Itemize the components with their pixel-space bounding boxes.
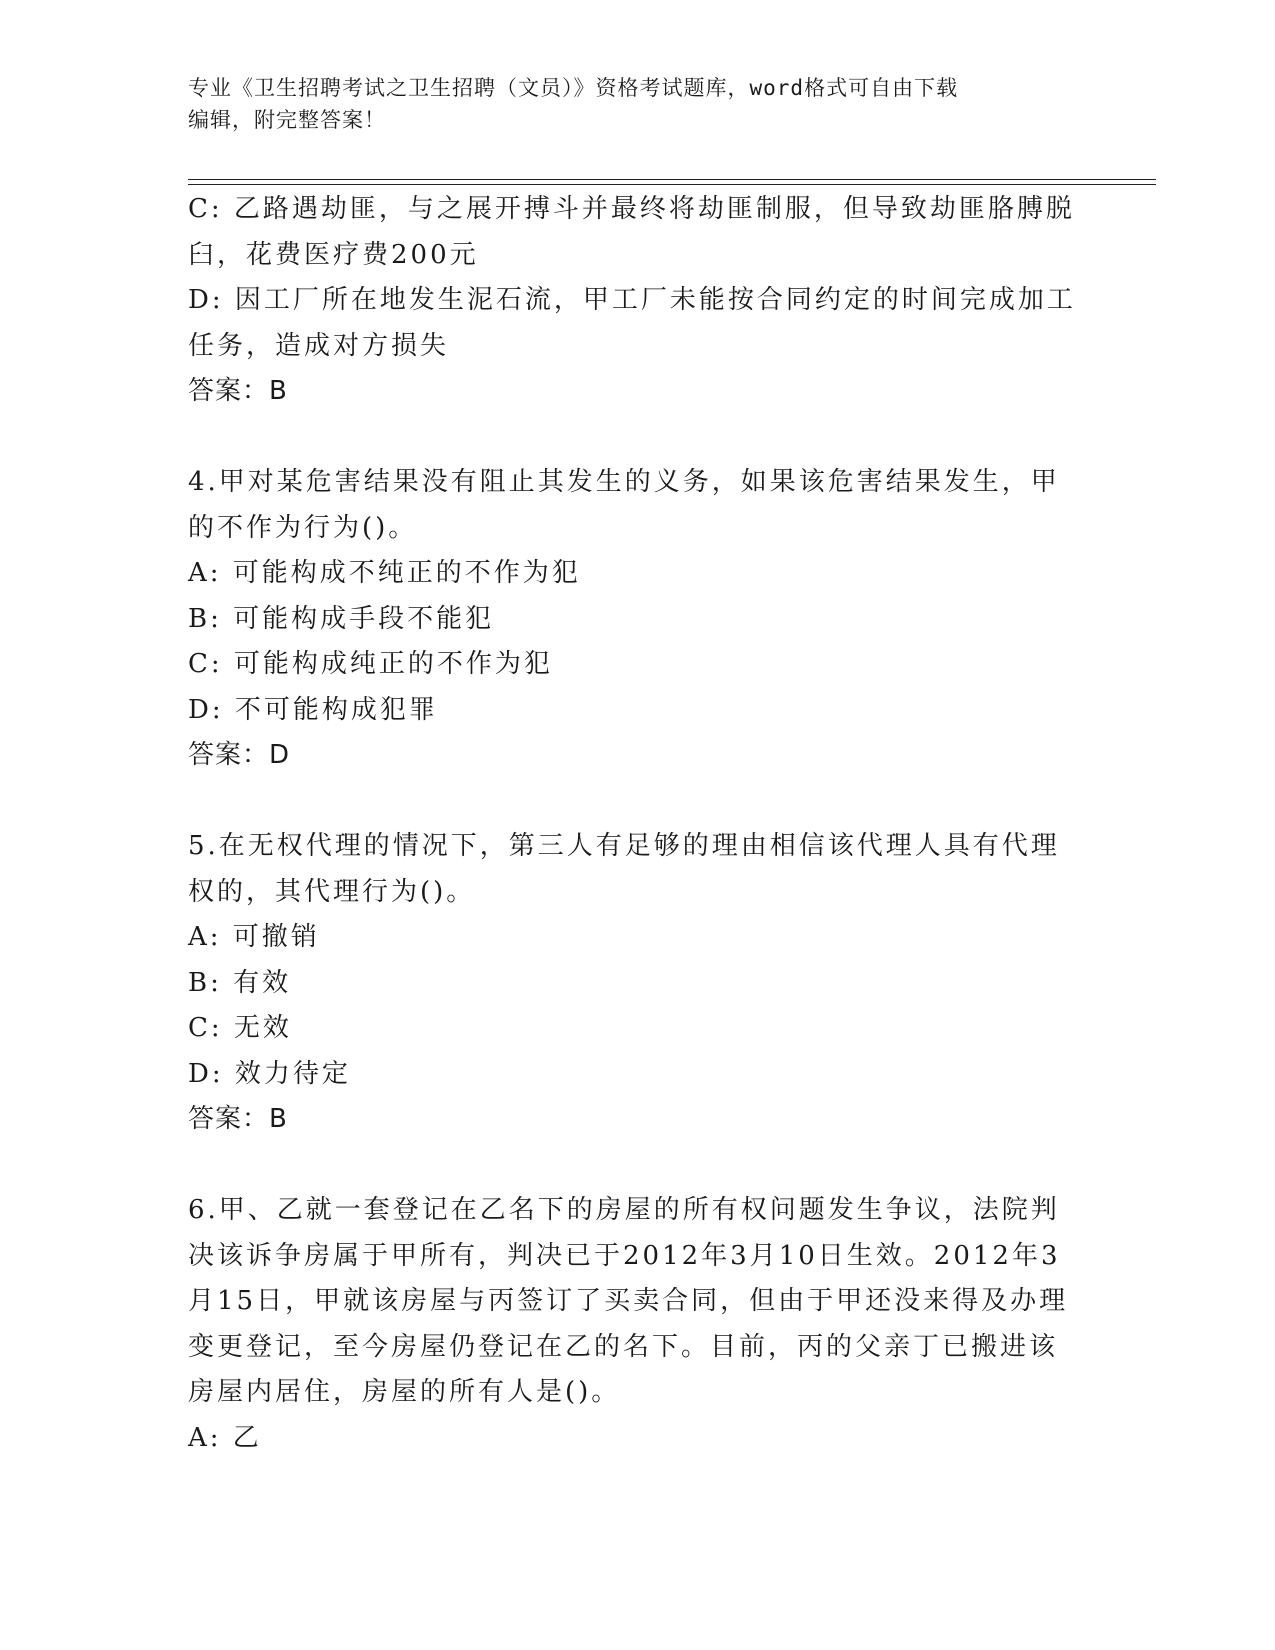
question-list <box>188 187 1088 1461</box>
question-stem-line-1: 5.在无权代理的情况下，第三人有足够的理由相信该代理人具有代理 <box>188 831 1060 861</box>
option-d: D: 不可能构成犯罪 <box>188 694 438 725</box>
spacer <box>188 415 1088 461</box>
header-rule-top <box>188 179 1156 180</box>
spacer <box>188 779 1088 825</box>
option-c-line-2: 臼，花费医疗费200元 <box>188 239 479 270</box>
question-block-6 <box>188 1188 1088 1461</box>
option-a: A: 可撤销 <box>188 922 320 952</box>
question-stem-line-5: 房屋内居住，房屋的所有人是()。 <box>188 1377 621 1407</box>
option-c-line-1: C: 乙路遇劫匪，与之展开搏斗并最终将劫匪制服，但导致劫匪胳膊脱 <box>188 194 1075 224</box>
option-b: B: 有效 <box>188 967 292 998</box>
option-a: A: 可能构成不纯正的不作为犯 <box>188 558 581 588</box>
question-block-5 <box>188 824 1088 1143</box>
option-c: C: 可能构成纯正的不作为犯 <box>188 649 553 679</box>
question-stem-line-1: 4.甲对某危害结果没有阻止其发生的义务，如果该危害结果发生，甲 <box>188 467 1060 497</box>
option-b: B: 可能构成手段不能犯 <box>188 603 495 634</box>
option-a: A: 乙 <box>188 1422 262 1453</box>
question-stem-line-3: 月15日，甲就该房屋与丙签订了买卖合同，但由于甲还没来得及办理 <box>188 1286 1069 1316</box>
question-stem-line-1: 6.甲、乙就一套登记在乙名下的房屋的所有权问题发生争议，法院判 <box>188 1195 1060 1225</box>
header-title-line-1: 专业《卫生招聘考试之卫生招聘（文员）》资格考试题库，word格式可自由下载 <box>188 76 959 100</box>
question-stem-line-4: 变更登记，至今房屋仍登记在乙的名下。目前，丙的父亲丁已搬进该 <box>188 1331 1059 1362</box>
question-block-3-continued <box>188 187 1088 415</box>
question-stem-line-2: 的不作为行为()。 <box>188 512 418 543</box>
option-d-line-2: 任务，造成对方损失 <box>188 330 450 361</box>
option-c: C: 无效 <box>188 1013 292 1043</box>
question-stem-line-2: 决该诉争房属于甲所有，判决已于2012年3月10日生效。2012年3 <box>188 1240 1061 1271</box>
answer-line: 答案：D <box>188 740 291 770</box>
option-d-line-1: D: 因工厂所在地发生泥石流，甲工厂未能按合同约定的时间完成加工 <box>188 285 1076 315</box>
spacer <box>188 1143 1088 1189</box>
question-stem-line-2: 权的，其代理行为()。 <box>188 876 476 907</box>
document-header <box>188 72 1068 136</box>
answer-line: 答案：B <box>188 1104 288 1134</box>
option-d: D: 效力待定 <box>188 1058 351 1089</box>
question-block-4 <box>188 460 1088 779</box>
header-title-line-2: 编辑，附完整答案！ <box>188 108 386 132</box>
answer-line: 答案：B <box>188 376 288 406</box>
header-rule-bottom <box>188 184 1156 185</box>
